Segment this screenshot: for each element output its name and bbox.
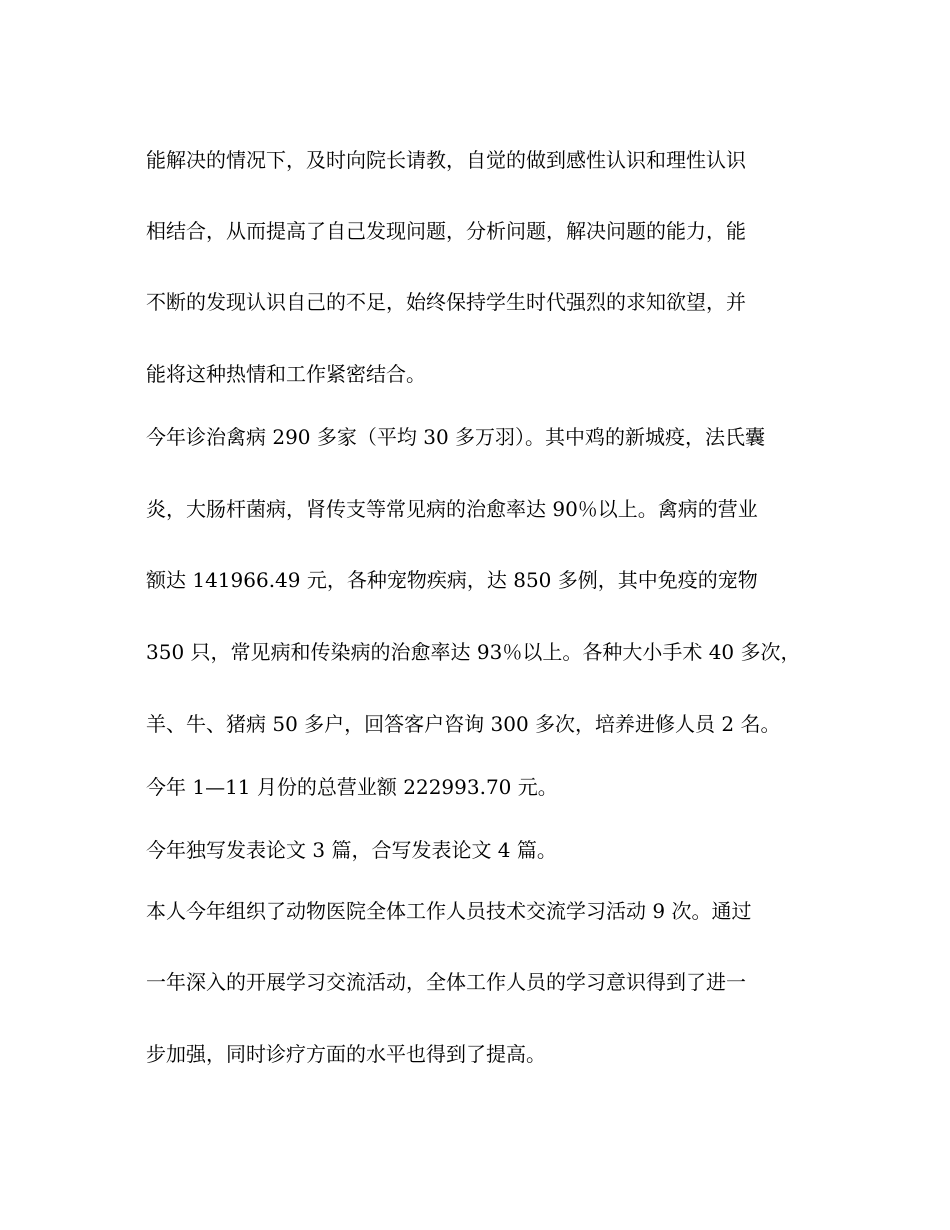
text-line: 炎，大肠杆菌病，肾传支等常见病的治愈率达 90％以上。禽病的营业: [146, 497, 758, 521]
text-line: 本人今年组织了动物医院全体工作人员技术交流学习活动 9 次。通过: [146, 899, 752, 923]
text-line: 额达 141966.49 元，各种宠物疾病，达 850 多例，其中免疫的宠物: [146, 568, 758, 592]
text-line: 能将这种热情和工作紧密结合。: [146, 362, 426, 386]
text-line: 今年独写发表论文 3 篇，合写发表论文 4 篇。: [146, 838, 557, 862]
text-line: 羊、牛、猪病 50 多户，回答客户咨询 300 多次，培养进修人员 2 名。: [146, 712, 781, 736]
text-line: 步加强，同时诊疗方面的水平也得到了提高。: [146, 1042, 546, 1066]
text-line: 今年 1—11 月份的总营业额 222993.70 元。: [146, 775, 558, 799]
text-line: 350 只，常见病和传染病的治愈率达 93％以上。各种大小手术 40 多次，: [146, 640, 801, 664]
text-line: 不断的发现认识自己的不足，始终保持学生时代强烈的求知欲望，并: [146, 290, 746, 314]
text-line: 今年诊治禽病 290 多家（平均 30 多万羽）。其中鸡的新城疫，法氏囊: [146, 425, 766, 449]
text-line: 相结合，从而提高了自己发现问题，分析问题，解决问题的能力，能: [146, 219, 746, 243]
text-line: 一年深入的开展学习交流活动，全体工作人员的学习意识得到了进一: [146, 970, 746, 994]
text-line: 能解决的情况下，及时向院长请教，自觉的做到感性认识和理性认识: [146, 148, 746, 172]
